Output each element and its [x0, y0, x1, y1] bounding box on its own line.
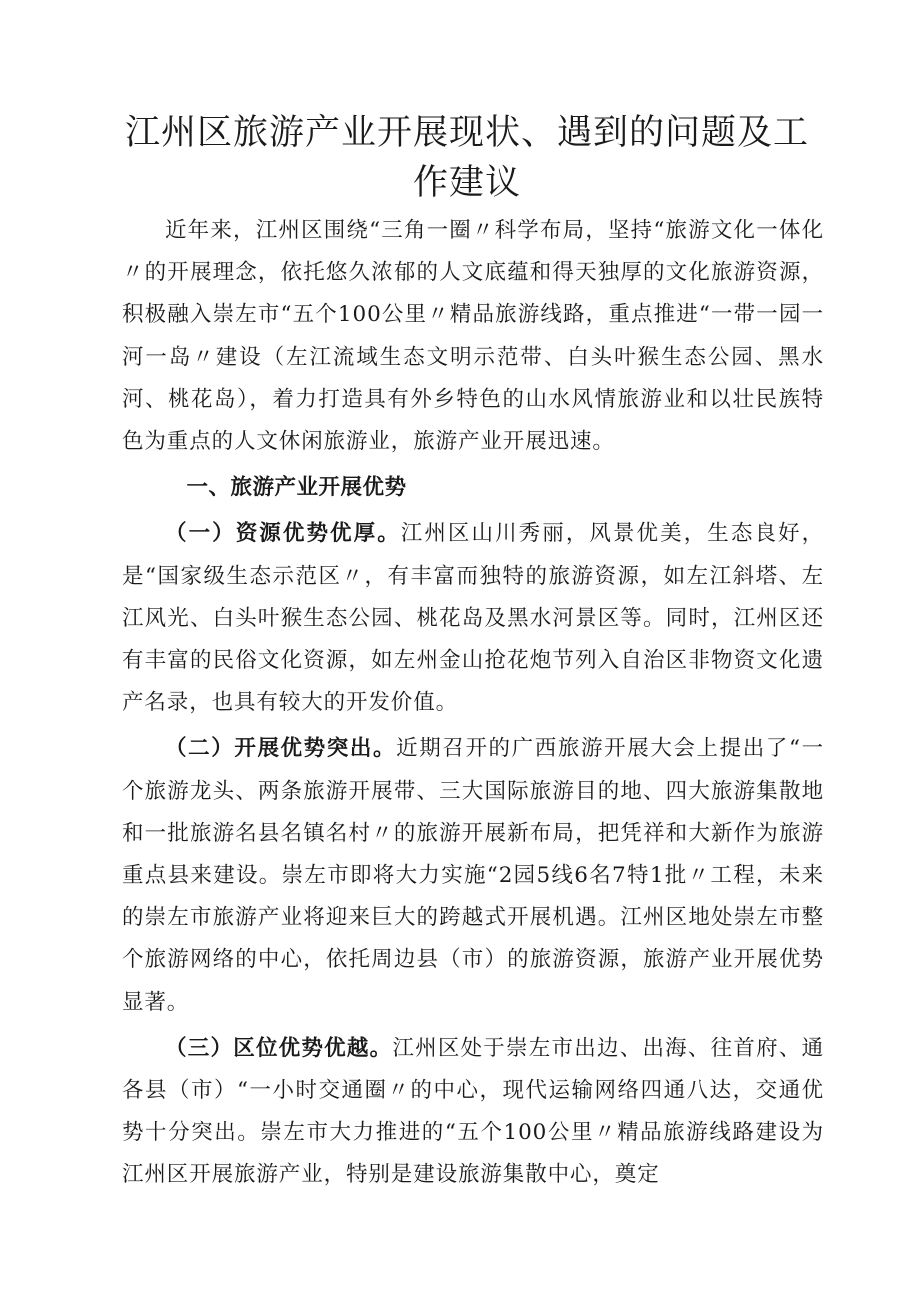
item-development-advantage — [122, 728, 824, 1023]
item-label: （一）资源优势优厚。 — [165, 521, 401, 547]
section-heading-advantages: 一、旅游产业开展优势 — [186, 475, 407, 501]
item-text: 江州区山川秀丽，风景优美，生态良好，是“国家级生态示范区〃，有丰富而独特的旅游资源，如左江斜塔、左江风光、白头叶猴生态公园、桃花岛及黑水河景区等。同时，江州区还有丰富的民俗文化资源，如左州金山抢花炮节列入自治区非物资文化遗产名录，也具有较大的开发价值。 — [122, 521, 824, 716]
item-label: （三）区位优势优越。 — [165, 1035, 393, 1061]
item-resource-advantage — [122, 513, 824, 724]
document-title: 江州区旅游产业开展现状、遇到的问题及工作建议 — [124, 113, 809, 203]
item-location-advantage — [122, 1028, 824, 1197]
item-text: 江州区处于崇左市出边、出海、往首府、通各县（市）“一小时交通圈〃的中心，现代运输网络四通八达，交通优势十分突出。崇左市大力推进的“五个100公里〃精品旅游线路建设为江州区开展旅游产业，特别是建设旅游集散中心，奠定 — [122, 1035, 824, 1188]
item-text: 近期召开的广西旅游开展大会上提出了“一个旅游龙头、两条旅游开展带、三大国际旅游目的地、四大旅游集散地和一批旅游名县名镇名村〃的旅游开展新布局，把凭祥和大新作为旅游重点县来建设。崇左市即将大力实施“2园5线6名7特1批〃工程，未来的崇左市旅游产业将迎来巨大的跨越式开展机遇。江州区地处崇左市整个旅游网络的中心，依托周边县（市）的旅游资源，旅游产业开展优势显著。 — [122, 736, 824, 1015]
item-label: （二）开展优势突出。 — [165, 736, 397, 762]
intro-paragraph: 近年来，江州区围绕“三角一圈〃科学布局，坚持“旅游文化一体化〃的开展理念，依托悠久浓郁的人文底蕴和得天独厚的文化旅游资源，积极融入崇左市“五个100公里〃精品旅游线路，重点推进“一带一园一河一岛〃建设（左江流域生态文明示范带、白头叶猴生态公园、黑水河、桃花岛），着力打造具有外乡特色的山水风情旅游业和以壮民族特色为重点的人文休闲旅游业，旅游产业开展迅速。 — [122, 218, 824, 455]
